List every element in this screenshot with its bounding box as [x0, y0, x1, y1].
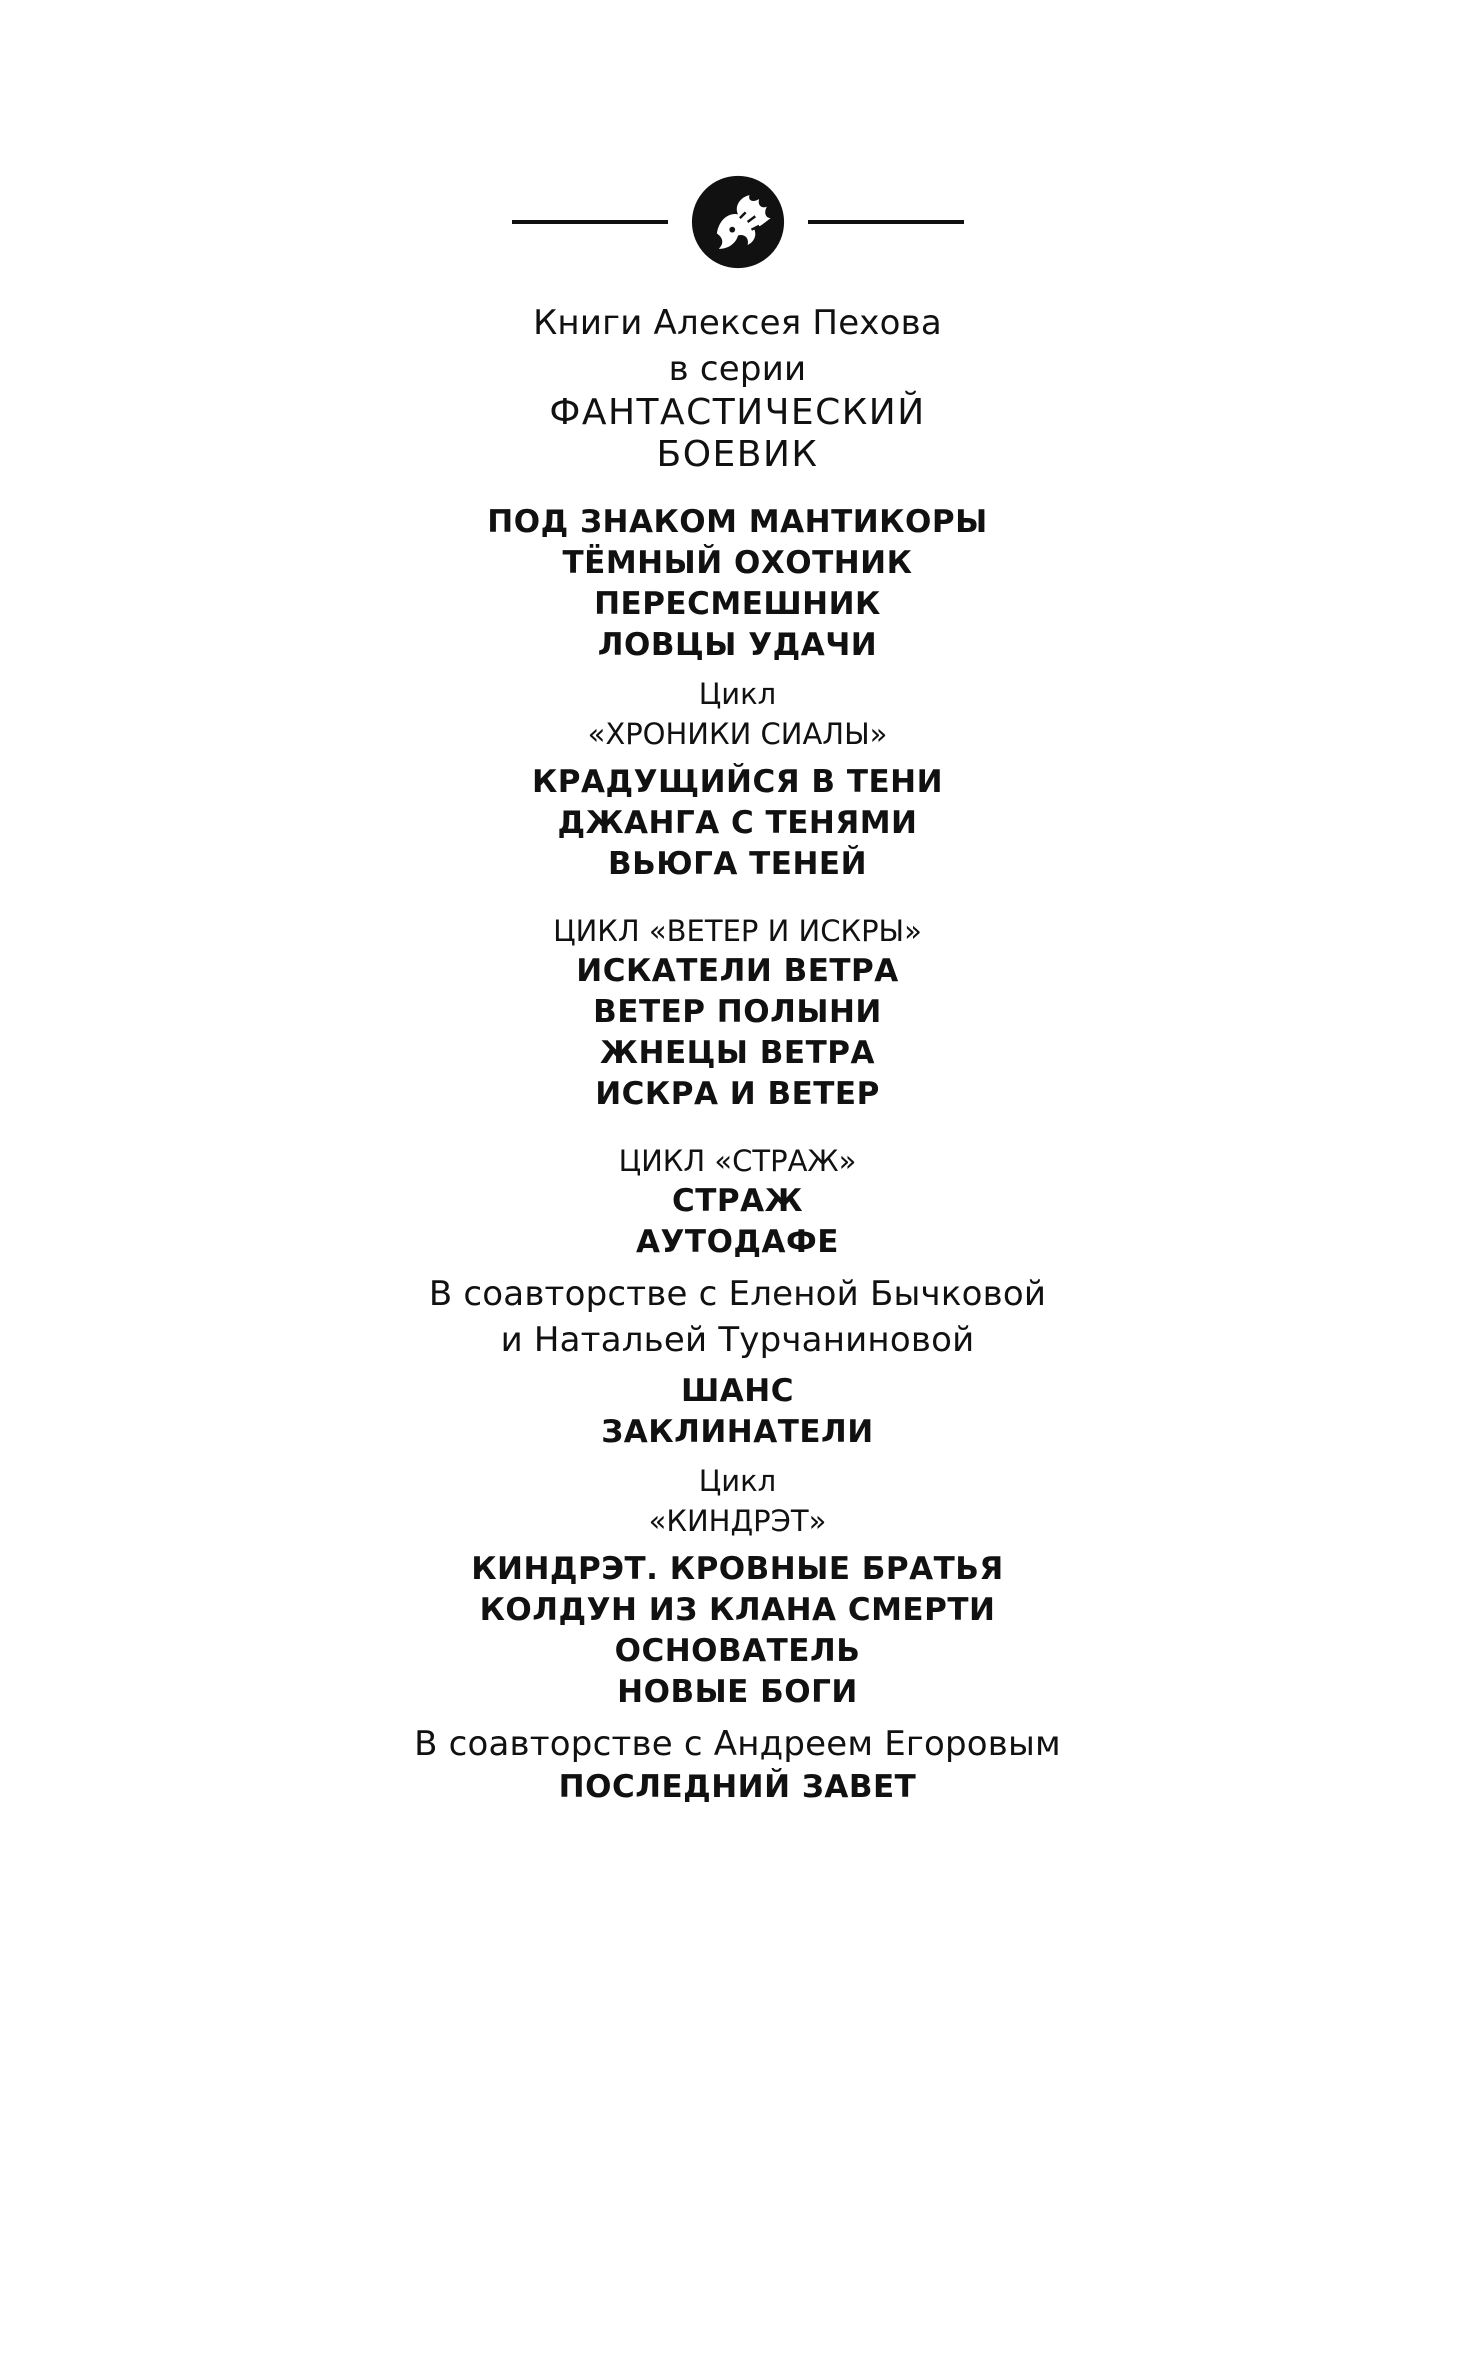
- book-title: НОВЫЕ БОГИ: [617, 1674, 858, 1710]
- book-title: ЛОВЦЫ УДАЧИ: [597, 627, 878, 663]
- cycle-label: Цикл: [698, 1464, 777, 1498]
- book-title: КРАДУЩИЙСЯ В ТЕНИ: [531, 764, 944, 800]
- book-title: ПОД ЗНАКОМ МАНТИКОРЫ: [487, 504, 988, 540]
- cycle-label: ЦИКЛ «ВЕТЕР И ИСКРЫ»: [553, 914, 922, 948]
- cycle-label: «ХРОНИКИ СИАЛЫ»: [587, 717, 888, 751]
- series-title: БОЕВИК: [656, 434, 819, 475]
- cycle-label: Цикл: [698, 677, 777, 711]
- cycle-label: ЦИКЛ «СТРАЖ»: [618, 1144, 857, 1178]
- intro-line: Книги Алексея Пехова: [533, 303, 942, 343]
- book-title: ВЕТЕР ПОЛЫНИ: [593, 994, 882, 1030]
- book-title: ШАНС: [681, 1373, 794, 1409]
- series-title: ФАНТАСТИЧЕСКИЙ: [549, 392, 926, 433]
- book-title: ПОСЛЕДНИЙ ЗАВЕТ: [558, 1769, 917, 1805]
- book-title: ИСКРА И ВЕТЕР: [595, 1076, 880, 1112]
- intro-line: в серии: [668, 349, 807, 389]
- dragon-emblem-icon: [690, 174, 786, 270]
- book-title: АУТОДАФЕ: [636, 1224, 839, 1260]
- book-title: ДЖАНГА С ТЕНЯМИ: [557, 805, 918, 841]
- book-title: КИНДРЭТ. КРОВНЫЕ БРАТЬЯ: [471, 1551, 1004, 1587]
- book-title: ОСНОВАТЕЛЬ: [614, 1633, 861, 1669]
- book-title: ЗАКЛИНАТЕЛИ: [601, 1414, 874, 1450]
- right-rule: [808, 220, 964, 224]
- bibliography: [0, 300, 1475, 1808]
- cycle-label: «КИНДРЭТ»: [648, 1504, 827, 1538]
- book-title: КОЛДУН ИЗ КЛАНА СМЕРТИ: [479, 1592, 996, 1628]
- book-title: СТРАЖ: [671, 1183, 804, 1219]
- publisher-emblem-row: [0, 172, 1475, 272]
- book-title: ТЁМНЫЙ ОХОТНИК: [562, 545, 913, 581]
- coauthor-label: В соавторстве с Еленой Бычковой: [428, 1274, 1047, 1314]
- coauthor-label: и Натальей Турчаниновой: [500, 1320, 975, 1360]
- left-rule: [512, 220, 668, 224]
- book-title: ВЬЮГА ТЕНЕЙ: [607, 846, 868, 882]
- book-title: ПЕРЕСМЕШНИК: [594, 586, 881, 622]
- book-title: ЖНЕЦЫ ВЕТРА: [600, 1035, 875, 1071]
- book-title: ИСКАТЕЛИ ВЕТРА: [576, 953, 899, 989]
- coauthor-label: В соавторстве с Андреем Егоровым: [414, 1724, 1061, 1764]
